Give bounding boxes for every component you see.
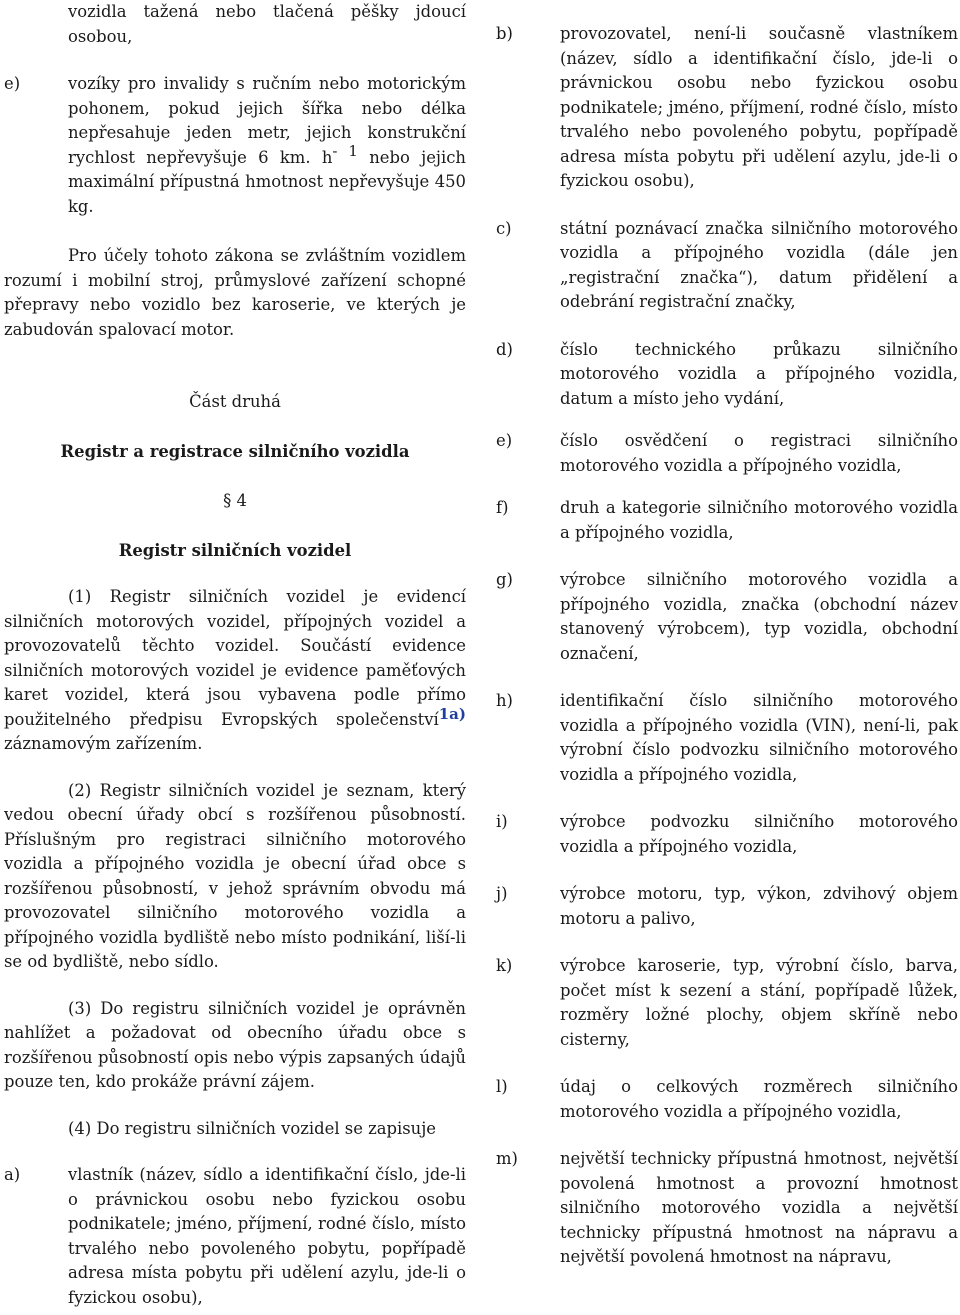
- item-text: největší technicky přípustná hmotnost, největší povolená hmotnost a provozní hmotnost silničního motorového vozidla a největší technicky přípustná hmotnost na nápravu a největší povolená hmotnost na nápravu,: [560, 1149, 958, 1266]
- item-label: e): [496, 431, 513, 450]
- item-text: číslo technického průkazu silničního motorového vozidla a přípojného vozidla, datum a místo jeho vydání,: [560, 339, 958, 408]
- list-item-a: [4, 1163, 466, 1310]
- paragraph-2: (2) Registr silničních vozidel je seznam, který vedou obecní úřady obcí s rozšířenou působností. Příslušným pro registraci silničního motorového vozidla a přípojného vozidla je obecní úřad obce s rozšířenou působností, v jehož správním obvodu má provozovatel silničního motorového vozidla a přípojného vozidla bydliště nebo místo podnikání, liší-li se od bydliště, nebo sídlo.: [4, 780, 466, 971]
- list-item-j: [496, 882, 958, 931]
- item-label: j): [496, 884, 508, 903]
- list-item-d-continuation: [4, 0, 466, 49]
- item-text: vozidla tažená nebo tlačená pěšky jdoucí osobou,: [68, 2, 466, 46]
- paragraph-text: (1) Registr silničních vozidel je evidencí silničních motorových vozidel, přípojných vozidel a provozovatelů těchto vozidel. Součástí evidence silničních motorových vozidel je evidence paměťových karet vozidel, která jsou vybavena podle přímo použitelného předpisu Evropských společenství: [4, 587, 466, 729]
- footnote-reference[interactable]: 1a): [438, 704, 466, 723]
- item-text: identifikační číslo silničního motorového vozidla a přípojného vozidla (VIN), není-li, pak výrobní číslo podvozku silničního motorového vozidla a přípojného vozidla,: [560, 691, 958, 784]
- paragraph-3: (3) Do registru silničních vozidel je oprávněn nahlížet a požadovat od obecního úřadu obce s rozšířenou působností opis nebo výpis zapsaných údajů pouze ten, kdo prokáže právní zájem.: [4, 998, 466, 1091]
- left-column: [4, 0, 466, 1310]
- item-label: k): [496, 956, 513, 975]
- item-text: vlastník (název, sídlo a identifikační číslo, jde-li o právnickou osobu nebo fyzickou osobu podnikatele; jméno, příjmení, rodné číslo, místo trvalého nebo povoleného pobytu, popřípadě adresa místa pobytu při udělení azylu, jde-li o fyzickou osobu),: [68, 1165, 466, 1307]
- item-text: číslo osvědčení o registraci silničního motorového vozidla a přípojného vozidla,: [560, 431, 958, 475]
- paragraph-text-end: záznamovým zařízením.: [4, 734, 203, 753]
- list-item-e: [4, 72, 466, 219]
- list-item-b: [496, 22, 958, 194]
- definition-paragraph: Pro účely tohoto zákona se zvláštním vozidlem rozumí i mobilní stroj, průmyslové zařízení schopné přepravy nebo vozidlo bez karoserie, ve kterých je zabudován spalovací motor.: [4, 246, 466, 339]
- list-item-g: [496, 568, 958, 666]
- list-item-i: [496, 810, 958, 859]
- item-label: d): [496, 339, 513, 359]
- item-text: údaj o celkových rozměrech silničního motorového vozidla a přípojného vozidla,: [560, 1077, 958, 1121]
- item-text: výrobce podvozku silničního motorového vozidla a přípojného vozidla,: [560, 812, 958, 856]
- list-item-l: [496, 1075, 958, 1124]
- list-item-h: [496, 689, 958, 787]
- list-item-d: [496, 338, 958, 412]
- paragraph-4: (4) Do registru silničních vozidel se zapisuje: [68, 1118, 436, 1138]
- part-subtitle: Registr a registrace silničního vozidla: [60, 441, 410, 461]
- item-text-end: nebo jejich maximální přípustná hmotnost nepřevyšuje 450 kg.: [68, 147, 466, 216]
- item-text: druh a kategorie silničního motorového vozidla a přípojného vozidla,: [560, 498, 958, 542]
- item-text: výrobce silničního motorového vozidla a přípojného vozidla, značka (obchodní název stanovený výrobcem), typ vozidla, obchodní označení,: [560, 570, 958, 663]
- section-number: § 4: [223, 491, 247, 510]
- item-label: l): [496, 1077, 508, 1096]
- right-column: [496, 0, 958, 1270]
- list-item-f: [496, 496, 958, 545]
- part-title: Část druhá: [189, 392, 281, 411]
- item-text: výrobce karoserie, typ, výrobní číslo, barva, počet míst k sezení a stání, popřípadě lůžek, rozměry ložné plochy, objem skříně nebo cisterny,: [560, 956, 958, 1049]
- item-label: c): [496, 218, 512, 238]
- unit-exponent: - 1: [332, 141, 358, 160]
- item-label: e): [4, 74, 21, 93]
- list-item-e: [496, 429, 958, 478]
- section-title: Registr silničních vozidel: [118, 540, 352, 560]
- item-label: h): [496, 691, 513, 710]
- item-label: f): [496, 498, 509, 517]
- item-label: b): [496, 24, 513, 43]
- item-label: i): [496, 812, 508, 831]
- item-text: státní poznávací značka silničního motorového vozidla a přípojného vozidla (dále jen „registrační značka“), datum přidělení a odebrání registrační značky,: [560, 218, 958, 311]
- item-label: m): [496, 1149, 518, 1168]
- paragraph-1: [4, 585, 466, 757]
- item-label: g): [496, 570, 513, 589]
- item-text: vozíky pro invalidy s ručním nebo motorickým pohonem, pokud jejich šířka nebo délka nepřesahuje jeden metr, jejich konstrukční rychlost nepřevyšuje 6 km. h: [68, 74, 466, 167]
- list-item-c: [496, 217, 958, 315]
- item-text: výrobce motoru, typ, výkon, zdvihový objem motoru a palivo,: [560, 884, 958, 928]
- item-text: provozovatel, není-li současně vlastníkem (název, sídlo a identifikační číslo, jde-li o právnickou osobu nebo fyzickou osobu podnikatele; jméno, příjmení, rodné číslo, místo trvalého nebo povoleného pobytu, popřípadě adresa místa pobytu při udělení azylu, jde-li o fyzickou osobu),: [560, 24, 958, 190]
- item-label: a): [4, 1165, 21, 1184]
- list-item-k: [496, 954, 958, 1052]
- list-item-m: [496, 1147, 958, 1270]
